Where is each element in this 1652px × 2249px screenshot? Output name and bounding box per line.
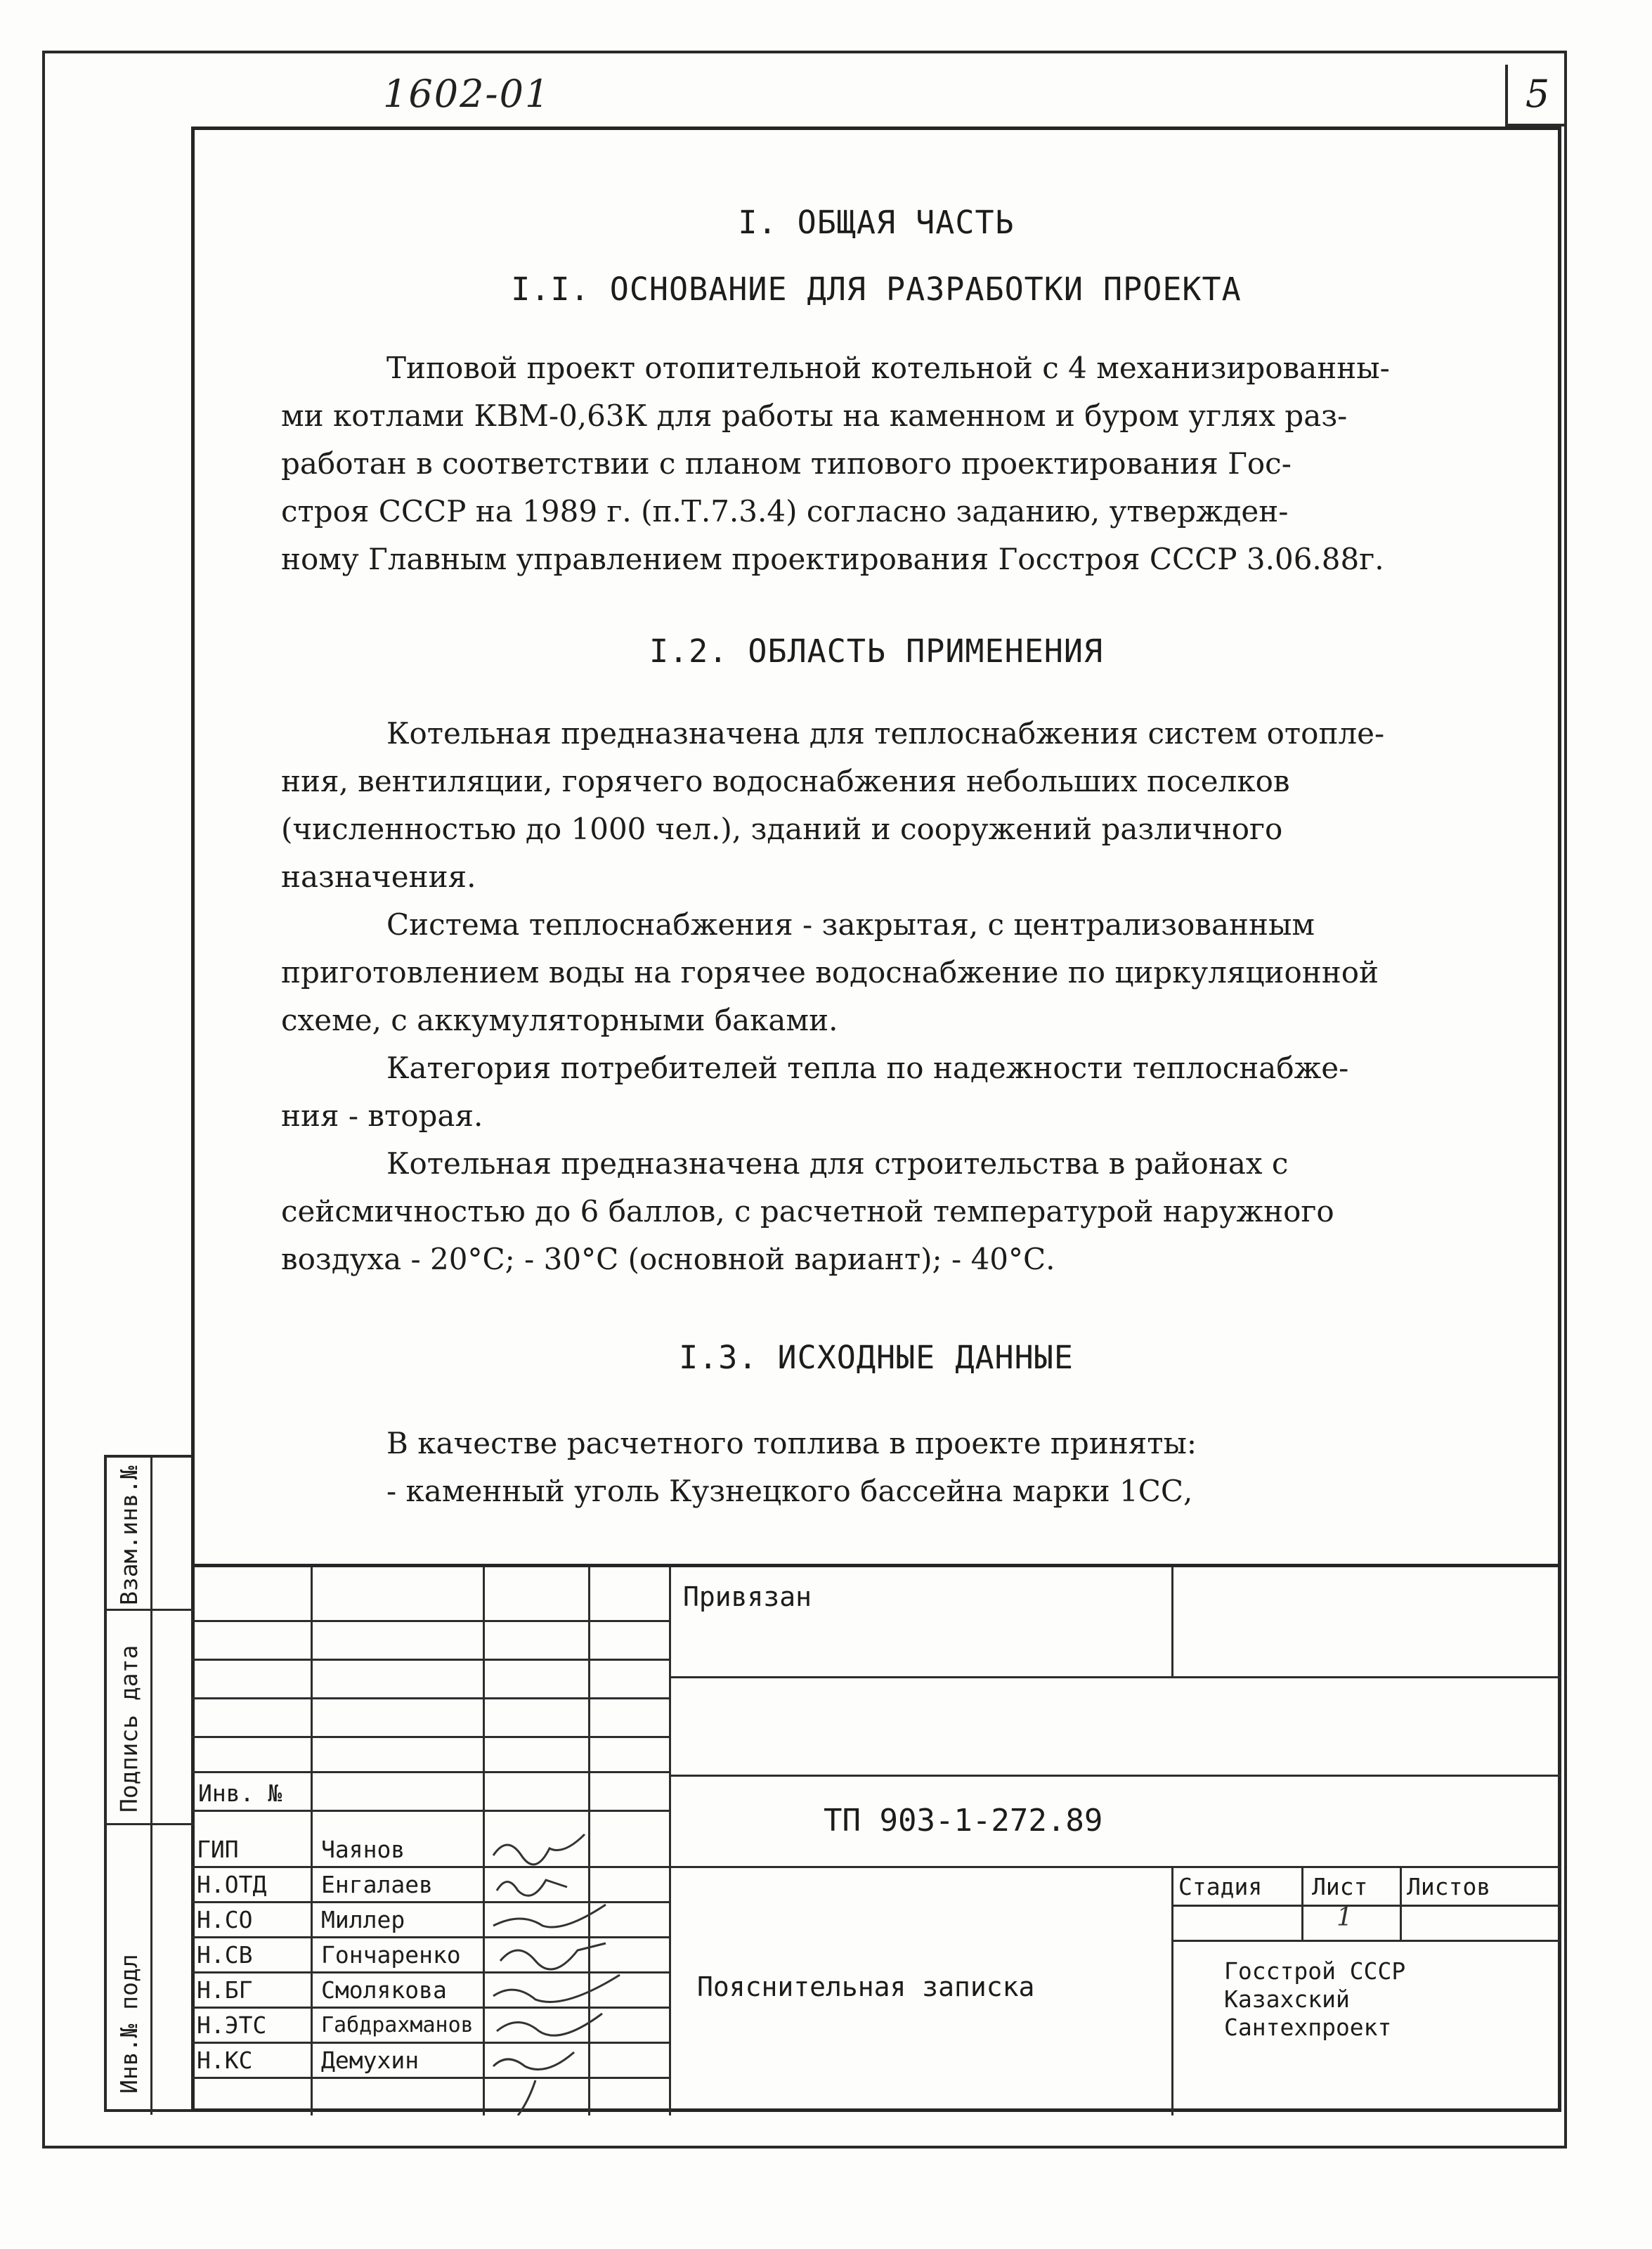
subsection-title-1: I.I. ОСНОВАНИЕ ДЛЯ РАЗРАБОТКИ ПРОЕКТА [511,271,1242,308]
side-label-vzam: Взам.инв.№ [115,1465,143,1605]
sheet-value: 1 [1336,1903,1353,1932]
document-title: Пояснительная записка [697,1971,1035,2002]
org-line-2: Казахский [1224,1985,1350,2013]
staff-role: Н.ЭТС [197,2011,267,2039]
handwritten-code: 1602-01 [383,72,551,116]
paragraph-application: Котельная предназначена для теплоснабжения систем отопле- ния, вентиляции, горячего водоснабжения небольших поселков (численностью до 1000 чел.), зданий и сооружений различного назначения. Система теплоснабжения - закрытая, с централизованным приготовлением воды на горячее водоснабжение по циркуляционной схеме, с аккумуляторными баками. Категория потребителей тепла по надежности теплоснабже- ния - вторая. Котельная предназначена для строительства в районах с сейсмичностью до 6 баллов, с расчетной температурой наружного воздуха - 20°С; - 30°С (основной вариант); - 40°С. [281,716,1385,1276]
staff-name: Смолякова [321,1976,447,2004]
inv-label: Инв. № [198,1780,282,1807]
staff-name: Миллер [321,1906,405,1933]
sheet-label: Лист [1312,1873,1368,1900]
section-title: I. ОБЩАЯ ЧАСТЬ [738,204,1015,241]
staff-name: Габдрахманов [321,2013,474,2037]
staff-name: Енгалаев [321,1871,433,1898]
sheets-label: Листов [1407,1873,1491,1900]
side-label-podpis: Подпись дата [115,1645,143,1813]
org-line-1: Госстрой СССР [1224,1957,1406,1985]
side-label-inv-podl: Инв.№ подл [115,1954,143,2094]
staff-name: Гончаренко [321,1941,461,1969]
document-code: ТП 903-1-272.89 [824,1803,1103,1839]
title-block [191,1564,1561,2112]
subsection-title-2: I.2. ОБЛАСТЬ ПРИМЕНЕНИЯ [649,633,1104,670]
privyazan-label: Привязан [683,1581,812,1612]
subsection-title-3: I.3. ИСХОДНЫЕ ДАННЫЕ [679,1339,1074,1376]
staff-name: Демухин [321,2047,419,2074]
side-strip [104,1455,191,2112]
signatures-image [486,1827,669,2115]
org-line-3: Сантехпроект [1224,2014,1392,2041]
paragraph-basis: Типовой проект отопительной котельной с 4 механизированны- ми котлами КВМ-0,63К для работы на каменном и буром углях раз- работан в соответствии с планом типового проектирования Гос- строя СССР на 1989 г. (п.Т.7.3.4) согласно заданию, утвержден- ному Главным управлением проектирования Госстроя СССР 3.06.88г. [281,351,1390,576]
sheet-number: 5 [1505,65,1567,127]
staff-name: Чаянов [321,1836,405,1863]
staff-role: Н.СВ [197,1941,253,1969]
staff-role: Н.БГ [197,1976,253,2004]
staff-role: Н.СО [197,1906,253,1933]
stage-label: Стадия [1178,1873,1263,1900]
paragraph-source-data: В качестве расчетного топлива в проекте приняты: - каменный уголь Кузнецкого бассейна марки 1СС, [386,1426,1197,1508]
staff-role: Н.КС [197,2047,253,2074]
staff-role: Н.ОТД [197,1871,267,1898]
staff-role: ГИП [197,1836,239,1863]
